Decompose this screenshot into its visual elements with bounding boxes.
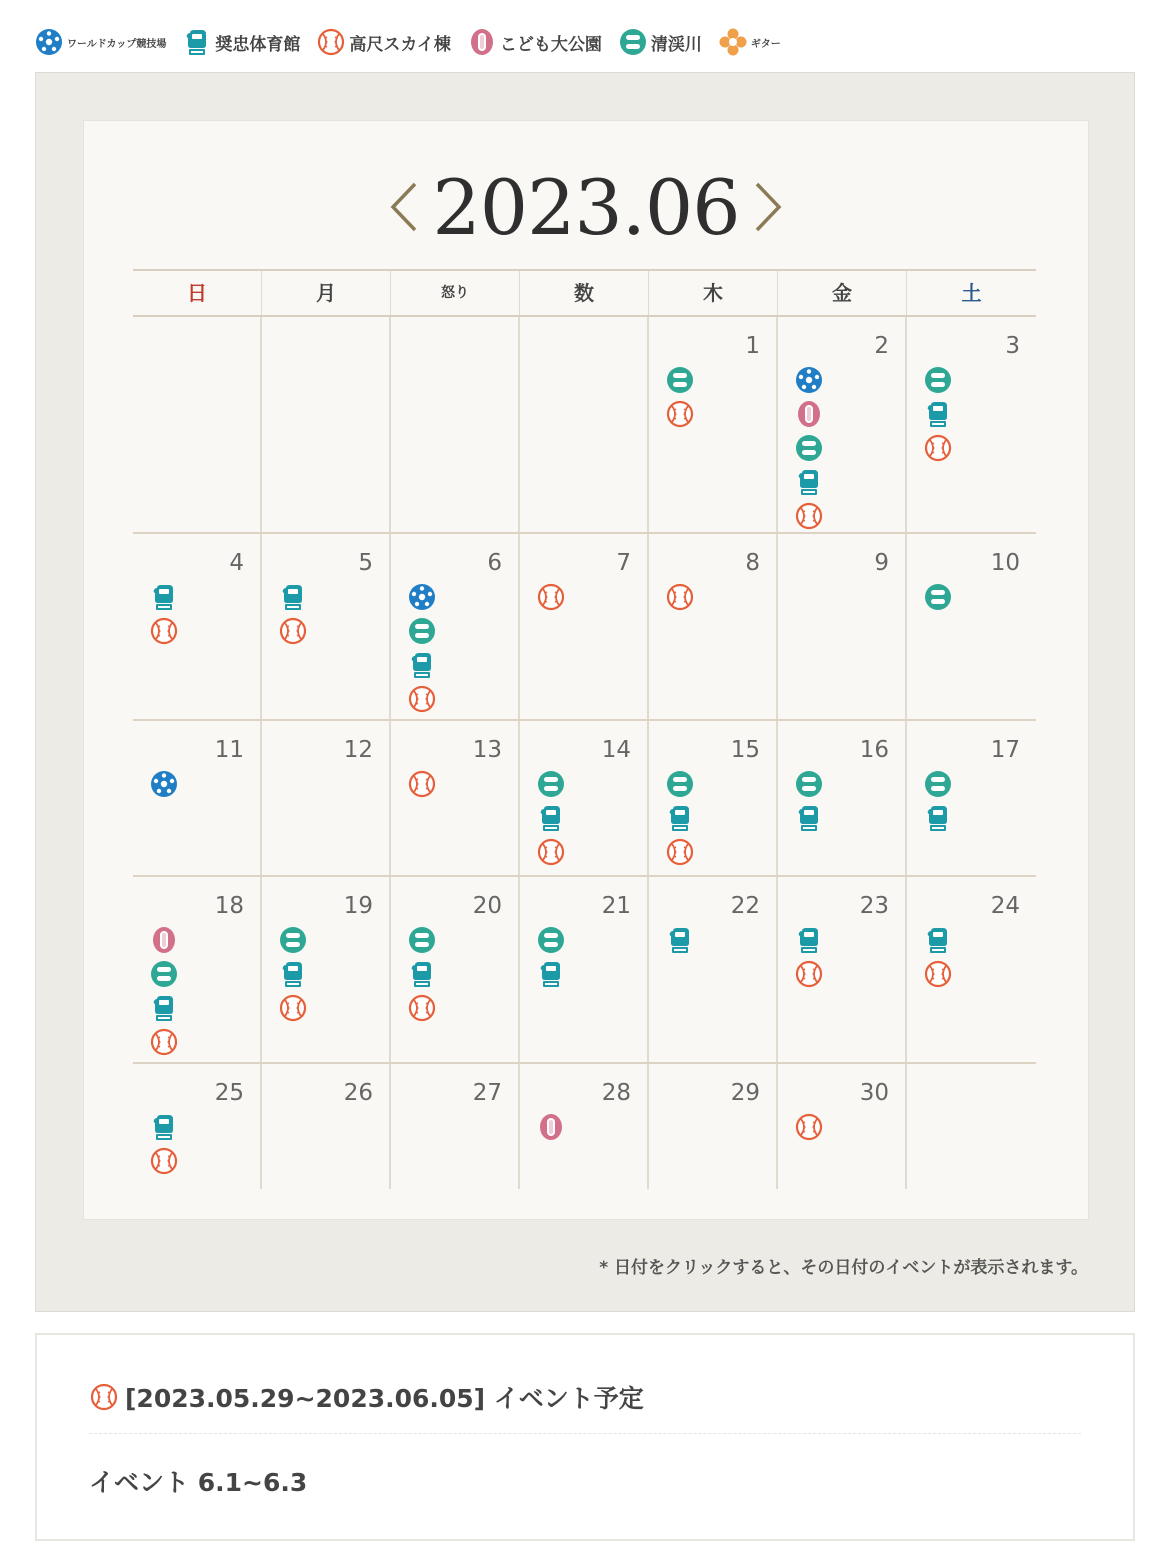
- calendar-day-16[interactable]: [778, 721, 907, 875]
- day-event-icons: [794, 1112, 824, 1146]
- legend-label: 清渓川: [650, 34, 702, 55]
- boxing-glove-icon: [794, 467, 824, 497]
- day-number: 29: [730, 1080, 760, 1106]
- day-number: 24: [990, 893, 1020, 919]
- calendar-day-19[interactable]: [262, 877, 391, 1062]
- legend-item-guitar[interactable]: [718, 27, 781, 57]
- soccer-ball-icon: [794, 365, 824, 395]
- calendar-day-empty: [907, 1064, 1036, 1189]
- boxing-glove-icon: [665, 925, 695, 955]
- cheonggyecheon-stream-icon: [794, 433, 824, 463]
- day-event-icons: [149, 582, 179, 650]
- calendar-day-10[interactable]: [907, 534, 1036, 719]
- day-number: 23: [859, 893, 889, 919]
- calendar-weeks: [133, 317, 1036, 1189]
- day-number: 25: [214, 1080, 244, 1106]
- cheonggyecheon-stream-icon: [407, 925, 437, 955]
- baseball-icon: [407, 684, 437, 714]
- day-number: 1: [745, 333, 760, 359]
- boxing-glove-icon: [923, 399, 953, 429]
- event-subtitle[interactable]: イベント 6.1~6.3: [89, 1468, 308, 1497]
- day-number: 4: [229, 550, 244, 576]
- weekday-label: 月: [262, 271, 391, 315]
- baseball-icon: [149, 616, 179, 646]
- calendar-day-17[interactable]: [907, 721, 1036, 875]
- day-number: 17: [990, 737, 1020, 763]
- day-number: 26: [343, 1080, 373, 1106]
- childrens-park-icon: [536, 1112, 566, 1142]
- boxing-glove-icon: [665, 803, 695, 833]
- boxing-glove-icon: [149, 993, 179, 1023]
- boxing-glove-icon: [794, 803, 824, 833]
- flower-icon: [718, 27, 748, 57]
- baseball-icon: [407, 769, 437, 799]
- day-number: 7: [616, 550, 631, 576]
- calendar-day-1[interactable]: [649, 317, 778, 532]
- day-number: 27: [472, 1080, 502, 1106]
- legend-label: ギター: [750, 38, 781, 50]
- legend-item-gym[interactable]: [182, 27, 300, 57]
- day-number: 30: [859, 1080, 889, 1106]
- calendar-day-7[interactable]: [520, 534, 649, 719]
- calendar-day-empty: [133, 317, 262, 532]
- boxing-glove-icon: [794, 925, 824, 955]
- calendar-day-empty: [520, 317, 649, 532]
- day-number: 20: [472, 893, 502, 919]
- boxing-glove-icon: [149, 582, 179, 612]
- day-event-icons: [923, 769, 953, 837]
- boxing-glove-icon: [923, 803, 953, 833]
- calendar-day-25[interactable]: [133, 1064, 262, 1189]
- baseball-icon: [149, 1027, 179, 1057]
- calendar-day-8[interactable]: [649, 534, 778, 719]
- baseball-icon: [665, 399, 695, 429]
- venue-legend: [34, 26, 797, 58]
- day-event-icons: [536, 925, 566, 993]
- calendar-week-row: [133, 1064, 1036, 1189]
- calendar-day-26[interactable]: [262, 1064, 391, 1189]
- legend-item-park[interactable]: [467, 27, 602, 57]
- day-event-icons: [536, 1112, 566, 1146]
- day-number: 11: [214, 737, 244, 763]
- boxing-glove-icon: [536, 959, 566, 989]
- boxing-glove-icon: [149, 1112, 179, 1142]
- boxing-glove-icon: [182, 27, 212, 57]
- day-event-icons: [665, 582, 695, 616]
- childrens-park-icon: [467, 27, 497, 57]
- cheonggyecheon-stream-icon: [618, 27, 648, 57]
- calendar-day-11[interactable]: [133, 721, 262, 875]
- baseball-icon: [794, 1112, 824, 1142]
- boxing-glove-icon: [923, 925, 953, 955]
- baseball-icon: [923, 959, 953, 989]
- day-number: 2: [874, 333, 889, 359]
- soccer-ball-icon: [34, 27, 64, 57]
- event-list-panel: [35, 1333, 1135, 1541]
- weekday-label: 金: [778, 271, 907, 315]
- baseball-icon: [794, 959, 824, 989]
- baseball-icon: [665, 582, 695, 612]
- event-item-title: [2023.05.29~2023.06.05] イベント予定: [125, 1384, 644, 1413]
- weekday-label: 日: [133, 271, 262, 315]
- baseball-icon: [278, 616, 308, 646]
- cheonggyecheon-stream-icon: [923, 769, 953, 799]
- baseball-icon: [149, 1146, 179, 1176]
- day-number: 5: [358, 550, 373, 576]
- cheonggyecheon-stream-icon: [923, 582, 953, 612]
- day-event-icons: [794, 365, 824, 535]
- calendar-week-row: [133, 317, 1036, 534]
- day-event-icons: [794, 925, 824, 993]
- calendar-grid: [133, 269, 1036, 1189]
- legend-item-soccer[interactable]: [34, 27, 166, 57]
- day-event-icons: [536, 582, 566, 616]
- baseball-icon: [536, 837, 566, 867]
- legend-item-stream[interactable]: [618, 27, 702, 57]
- cheonggyecheon-stream-icon: [278, 925, 308, 955]
- day-number: 10: [990, 550, 1020, 576]
- weekday-label: 木: [649, 271, 778, 315]
- day-event-icons: [665, 769, 695, 871]
- weekday-header: [133, 269, 1036, 317]
- legend-label: 奨忠体育館: [215, 34, 301, 55]
- calendar-day-28[interactable]: [520, 1064, 649, 1189]
- chevron-right-icon: [753, 182, 783, 232]
- day-event-icons: [923, 925, 953, 993]
- legend-label: ワールドカップ競技場: [67, 38, 167, 50]
- day-event-icons: [278, 582, 308, 650]
- calendar-day-23[interactable]: [778, 877, 907, 1062]
- boxing-glove-icon: [536, 803, 566, 833]
- baseball-icon: [665, 837, 695, 867]
- calendar-day-empty: [391, 317, 520, 532]
- calendar-day-30[interactable]: [778, 1064, 907, 1189]
- day-number: 21: [601, 893, 631, 919]
- month-title: 2023.06: [432, 163, 740, 252]
- day-event-icons: [794, 769, 824, 837]
- baseball-icon: [89, 1382, 119, 1412]
- day-event-icons: [665, 365, 695, 433]
- day-number: 13: [472, 737, 502, 763]
- baseball-icon: [923, 433, 953, 463]
- month-navigation: [84, 163, 1090, 253]
- calendar-day-5[interactable]: [262, 534, 391, 719]
- calendar-week-row: [133, 534, 1036, 721]
- soccer-ball-icon: [407, 582, 437, 612]
- day-event-icons: [923, 365, 953, 467]
- cheonggyecheon-stream-icon: [536, 925, 566, 955]
- cheonggyecheon-stream-icon: [665, 769, 695, 799]
- calendar-day-18[interactable]: [133, 877, 262, 1062]
- prev-month-button[interactable]: [384, 181, 424, 233]
- boxing-glove-icon: [278, 959, 308, 989]
- boxing-glove-icon: [407, 959, 437, 989]
- calendar-day-13[interactable]: [391, 721, 520, 875]
- baseball-icon: [316, 27, 346, 57]
- day-event-icons: [536, 769, 566, 871]
- day-number: 9: [874, 550, 889, 576]
- day-number: 18: [214, 893, 244, 919]
- day-number: 3: [1005, 333, 1020, 359]
- day-number: 14: [601, 737, 631, 763]
- day-number: 16: [859, 737, 889, 763]
- cheonggyecheon-stream-icon: [665, 365, 695, 395]
- calendar-day-6[interactable]: [391, 534, 520, 719]
- chevron-left-icon: [389, 182, 419, 232]
- boxing-glove-icon: [278, 582, 308, 612]
- baseball-icon: [407, 993, 437, 1023]
- day-number: 28: [601, 1080, 631, 1106]
- cheonggyecheon-stream-icon: [149, 959, 179, 989]
- divider: [89, 1433, 1081, 1434]
- calendar-day-29[interactable]: [649, 1064, 778, 1189]
- day-event-icons: [149, 925, 179, 1061]
- day-event-icons: [923, 582, 953, 616]
- calendar-week-row: [133, 721, 1036, 877]
- day-event-icons: [665, 925, 695, 959]
- legend-item-baseball[interactable]: [316, 27, 451, 57]
- day-number: 6: [487, 550, 502, 576]
- day-number: 12: [343, 737, 373, 763]
- next-month-button[interactable]: [748, 181, 788, 233]
- calendar-day-4[interactable]: [133, 534, 262, 719]
- day-number: 22: [730, 893, 760, 919]
- calendar-day-12[interactable]: [262, 721, 391, 875]
- day-event-icons: [407, 769, 437, 803]
- cheonggyecheon-stream-icon: [923, 365, 953, 395]
- day-event-icons: [149, 1112, 179, 1180]
- baseball-icon: [536, 582, 566, 612]
- calendar-day-3[interactable]: [907, 317, 1036, 532]
- day-event-icons: [278, 925, 308, 1027]
- calendar-day-21[interactable]: [520, 877, 649, 1062]
- weekday-label: 土: [961, 281, 982, 305]
- calendar-day-20[interactable]: [391, 877, 520, 1062]
- event-item[interactable]: [89, 1379, 644, 1415]
- calendar-day-9[interactable]: [778, 534, 907, 719]
- calendar-day-empty: [262, 317, 391, 532]
- calendar-day-14[interactable]: [520, 721, 649, 875]
- cheonggyecheon-stream-icon: [536, 769, 566, 799]
- childrens-park-icon: [794, 399, 824, 429]
- legend-label: こども大公園: [499, 34, 602, 55]
- cheonggyecheon-stream-icon: [407, 616, 437, 646]
- baseball-icon: [794, 501, 824, 531]
- calendar-day-24[interactable]: [907, 877, 1036, 1062]
- cheonggyecheon-stream-icon: [794, 769, 824, 799]
- day-event-icons: [407, 582, 437, 718]
- calendar-week-row: [133, 877, 1036, 1064]
- legend-label: 高尺スカイ棟: [349, 34, 451, 55]
- day-event-icons: [149, 769, 179, 803]
- day-event-icons: [407, 925, 437, 1027]
- calendar-day-2[interactable]: [778, 317, 907, 532]
- baseball-icon: [278, 993, 308, 1023]
- childrens-park-icon: [149, 925, 179, 955]
- calendar-day-15[interactable]: [649, 721, 778, 875]
- calendar-hint-text: * 日付をクリックすると、その日付のイベントが表示されます。: [599, 1258, 1088, 1278]
- day-number: 15: [730, 737, 760, 763]
- calendar-day-22[interactable]: [649, 877, 778, 1062]
- calendar-day-27[interactable]: [391, 1064, 520, 1189]
- boxing-glove-icon: [407, 650, 437, 680]
- day-number: 19: [343, 893, 373, 919]
- soccer-ball-icon: [149, 769, 179, 799]
- weekday-label: 数: [520, 271, 649, 315]
- weekday-label: 怒り: [391, 271, 520, 315]
- day-number: 8: [745, 550, 760, 576]
